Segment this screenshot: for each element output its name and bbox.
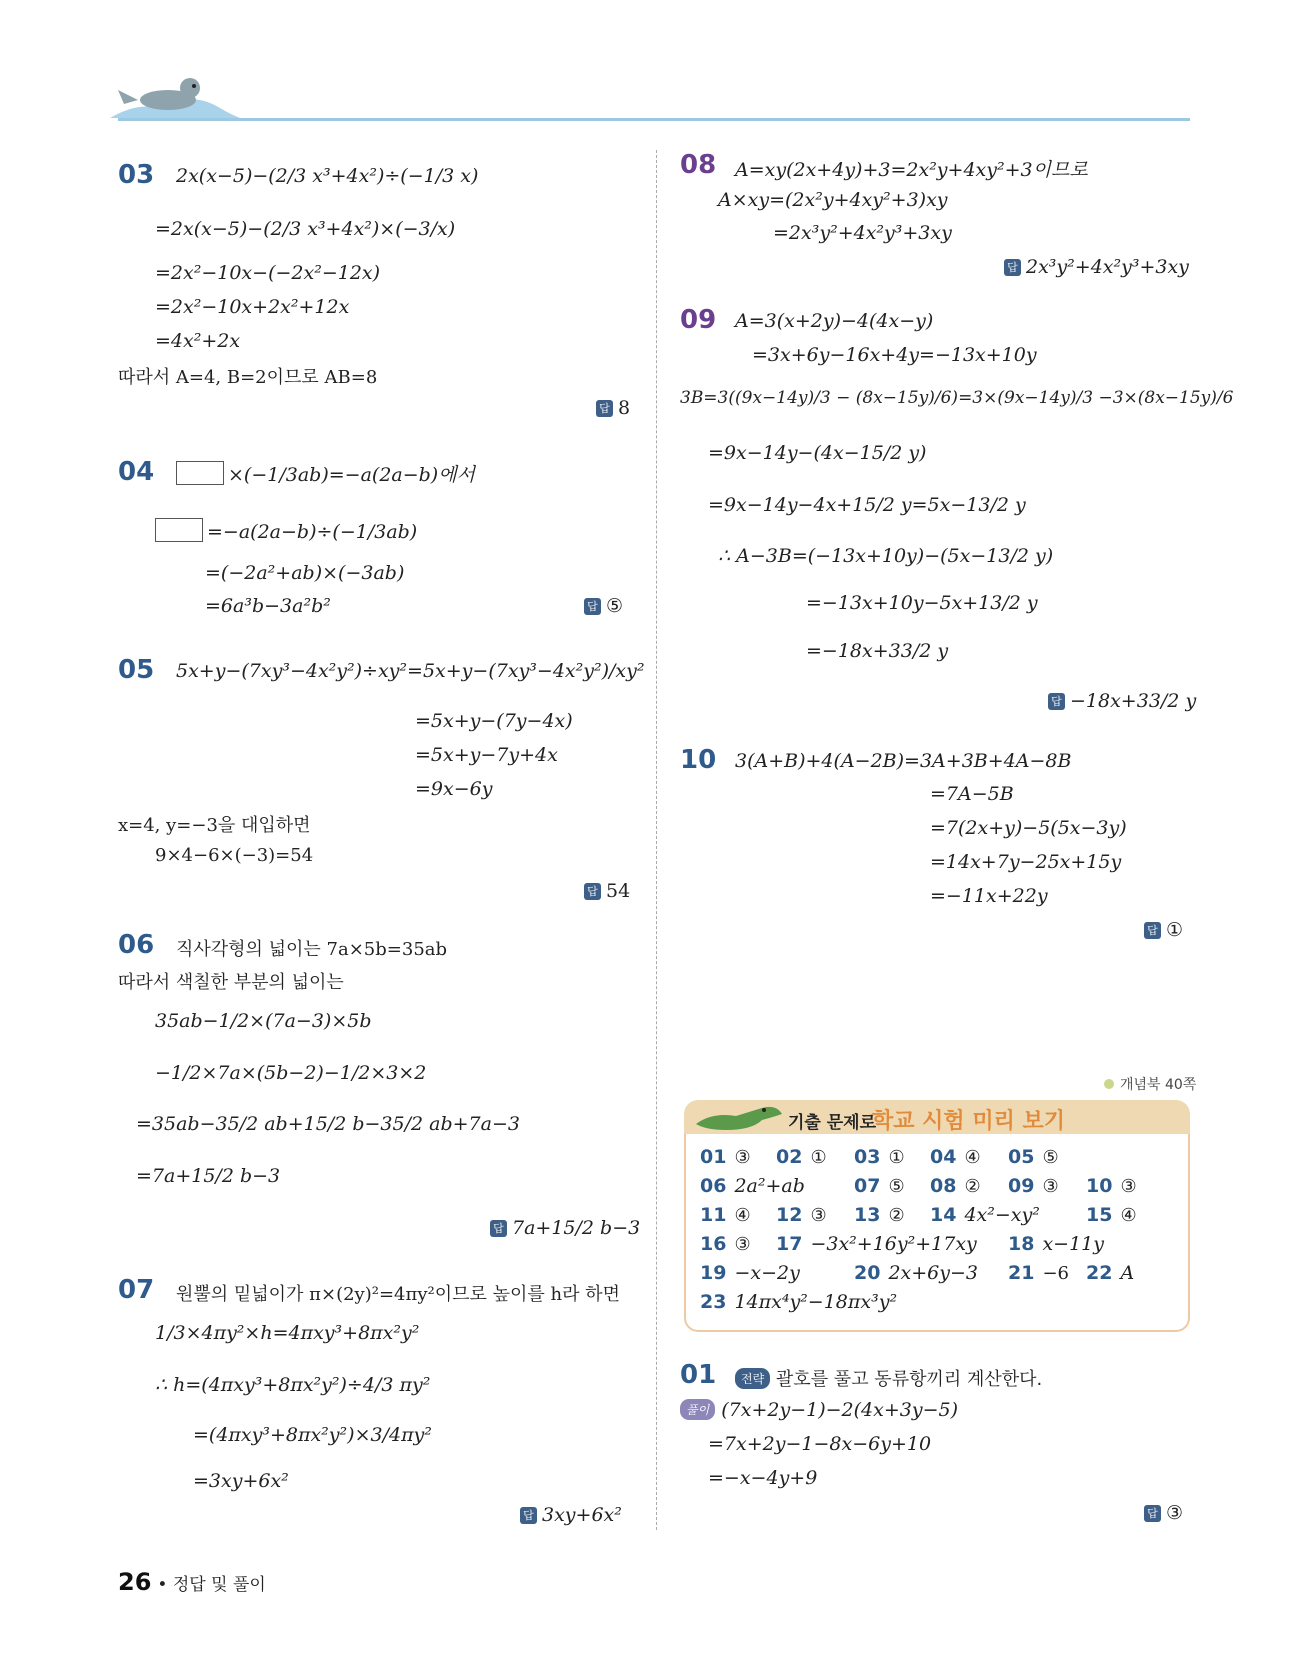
concept-book-reference	[1104, 1074, 1196, 1094]
answer-tag: 답	[596, 400, 613, 417]
answer-value: ①	[1166, 919, 1184, 941]
answer	[584, 880, 630, 902]
answer	[490, 1217, 640, 1239]
key-item: 02 ①	[776, 1146, 827, 1168]
math-line: =7(2x+y)−5(5x−3y)	[930, 817, 1127, 839]
key-item: 01 ③	[700, 1146, 751, 1168]
math-line: =9x−14y−4x+15/2 y=5x−13/2 y	[708, 494, 1026, 516]
math-line: =2x²−10x−(−2x²−12x)	[155, 262, 381, 284]
math-line: =2x³y²+4x²y³+3xy	[773, 222, 952, 244]
answer-tag: 답	[1144, 922, 1161, 939]
math-line: 1/3×4πy²×h=4πxy³+8πx²y²	[155, 1322, 420, 1344]
crocodile-icon	[692, 1094, 784, 1136]
key-item: 03 ①	[854, 1146, 905, 1168]
key-item: 22 A	[1086, 1262, 1135, 1284]
problem-number: 03	[118, 160, 155, 190]
key-item: 07 ⑤	[854, 1175, 905, 1197]
key-item: 18 x−11y	[1008, 1233, 1104, 1255]
answer	[596, 397, 630, 419]
math-line: =7x+2y−1−8x−6y+10	[708, 1433, 932, 1455]
problem-number: 07	[118, 1275, 155, 1305]
strategy-badge: 전략	[735, 1368, 770, 1389]
answer-tag: 답	[584, 883, 601, 900]
strategy-text: 괄호를 풀고 동류항끼리 계산한다.	[775, 1369, 1043, 1390]
answer-value: ⑤	[606, 595, 624, 617]
math-text: ×(−1/3ab)=−a(2a−b)에서	[228, 464, 475, 486]
math-line: =−x−4y+9	[708, 1467, 818, 1489]
banner-title: 기출 문제로	[788, 1113, 877, 1133]
problem-number: 09	[680, 305, 717, 335]
key-item: 10 ③	[1086, 1175, 1137, 1197]
math-line: =2x²−10x+2x²+12x	[155, 296, 350, 318]
key-item: 09 ③	[1008, 1175, 1059, 1197]
key-item: 06 2a²+ab	[700, 1175, 805, 1197]
math-line: −1/2×7a×(5b−2)−1/2×3×2	[155, 1062, 427, 1084]
math-text: (7x+2y−1)−2(4x+3y−5)	[721, 1399, 959, 1421]
math-line: =35ab−35/2 ab+15/2 b−35/2 ab+7a−3	[136, 1113, 520, 1135]
footer-label: • 정답 및 풀이	[157, 1575, 266, 1595]
math-line: 9×4−6×(−3)=54	[155, 845, 314, 866]
blank-box	[155, 518, 203, 542]
math-line: =7A−5B	[930, 783, 1014, 805]
answer	[520, 1504, 622, 1526]
column-divider	[656, 150, 657, 1530]
math-line: =−18x+33/2 y	[806, 640, 949, 662]
seal-mascot-icon	[110, 70, 240, 122]
problem-number: 08	[680, 150, 717, 180]
math-line: A=3(x+2y)−4(4x−y)	[735, 310, 934, 332]
answer-tag: 답	[584, 598, 601, 615]
math-line: =(−2a²+ab)×(−3ab)	[205, 562, 405, 584]
math-line: =7a+15/2 b−3	[136, 1165, 281, 1187]
problem-number: 04	[118, 457, 155, 487]
math-line: ∴ h=(4πxy³+8πx²y²)÷4/3 πy²	[155, 1374, 431, 1396]
key-item: 05 ⑤	[1008, 1146, 1059, 1168]
math-line: =9x−6y	[415, 778, 493, 800]
blank-box	[176, 461, 224, 485]
text-line: x=4, y=−3을 대입하면	[118, 815, 311, 836]
math-line: ∴ A−3B=(−13x+10y)−(5x−13/2 y)	[718, 545, 1054, 567]
answer	[1144, 919, 1183, 941]
answer-value: ③	[1166, 1502, 1184, 1524]
answer-value: −18x+33/2 y	[1070, 690, 1197, 712]
answer-value: 8	[618, 397, 631, 419]
page-footer	[118, 1568, 266, 1596]
page-number: 26	[118, 1568, 152, 1596]
math-text: =−a(2a−b)÷(−1/3ab)	[207, 521, 418, 543]
bullet-dot	[1104, 1079, 1114, 1089]
problem-number: 01	[680, 1360, 717, 1390]
math-line: =−11x+22y	[930, 885, 1048, 907]
math-line: 35ab−1/2×(7a−3)×5b	[155, 1010, 372, 1032]
key-item: 19 −x−2y	[700, 1262, 800, 1284]
math-line: =2x(x−5)−(2/3 x³+4x²)×(−3/x)	[155, 218, 456, 240]
text-line: 직사각형의 넓이는 7a×5b=35ab	[176, 939, 448, 960]
math-line: 5x+y−(7xy³−4x²y²)÷xy²=5x+y−(7xy³−4x²y²)/xy²	[176, 660, 645, 682]
solution-badge: 풀이	[680, 1399, 715, 1420]
strategy-line	[735, 1365, 1042, 1391]
math-line: =−13x+10y−5x+13/2 y	[806, 592, 1038, 614]
math-line: =(4πxy³+8πx²y²)×3/4πy²	[193, 1424, 432, 1446]
answer-value: 3xy+6x²	[542, 1504, 622, 1526]
key-item: 14 4x²−xy²	[930, 1204, 1040, 1226]
text-line: 따라서 색칠한 부분의 넓이는	[118, 972, 344, 993]
answer-value: 2x³y²+4x²y³+3xy	[1026, 256, 1189, 278]
math-line: 3(A+B)+4(A−2B)=3A+3B+4A−8B	[735, 750, 1072, 772]
answer	[1144, 1502, 1183, 1524]
exam-banner	[684, 1100, 1190, 1136]
answer-tag: 답	[1048, 693, 1065, 710]
math-line: =5x+y−(7y−4x)	[415, 710, 573, 732]
math-line: =4x²+2x	[155, 330, 241, 352]
answer-tag: 답	[490, 1220, 507, 1237]
text-line: 따라서 A=4, B=2이므로 AB=8	[118, 367, 378, 388]
math-line	[680, 1399, 958, 1421]
key-item: 16 ③	[700, 1233, 751, 1255]
banner-subtitle: 학교 시험 미리 보기	[872, 1109, 1065, 1134]
key-item: 21 −6	[1008, 1262, 1069, 1284]
math-line: A=xy(2x+4y)+3=2x²y+4xy²+3이므로	[735, 159, 1088, 181]
problem-number: 05	[118, 655, 155, 685]
key-item: 20 2x+6y−3	[854, 1262, 979, 1284]
math-line: =14x+7y−25x+15y	[930, 851, 1122, 873]
answer-tag: 답	[1144, 1505, 1161, 1522]
answer-tag: 답	[520, 1507, 537, 1524]
math-line: =5x+y−7y+4x	[415, 744, 558, 766]
key-item: 23 14πx⁴y²−18πx³y²	[700, 1291, 898, 1313]
answer-value: 54	[606, 880, 631, 902]
answer	[1004, 256, 1189, 278]
problem-number: 06	[118, 930, 155, 960]
header-rule	[118, 118, 1190, 121]
text-line: 원뿔의 밑넓이가 π×(2y)²=4πy²이므로 높이를 h라 하면	[176, 1284, 620, 1305]
key-item: 12 ③	[776, 1204, 827, 1226]
math-line: =3x+6y−16x+4y=−13x+10y	[752, 344, 1037, 366]
answer-tag: 답	[1004, 259, 1021, 276]
math-line: A×xy=(2x²y+4xy²+3)xy	[718, 189, 948, 211]
key-item: 17 −3x²+16y²+17xy	[776, 1233, 977, 1255]
answer-value: 7a+15/2 b−3	[512, 1217, 641, 1239]
math-line: =3xy+6x²	[193, 1470, 289, 1492]
key-item: 15 ④	[1086, 1204, 1137, 1226]
answer	[1048, 690, 1196, 712]
key-item: 04 ④	[930, 1146, 981, 1168]
key-item: 08 ②	[930, 1175, 981, 1197]
key-item: 11 ④	[700, 1204, 751, 1226]
math-line: 3B=3((9x−14y)/3 − (8x−15y)/6)=3×(9x−14y)/3 −3×(8x−15y)/6	[680, 388, 1234, 408]
math-line	[176, 460, 475, 487]
problem-number: 10	[680, 745, 717, 775]
math-line: =6a³b−3a²b²	[205, 595, 331, 617]
math-line	[155, 518, 417, 543]
math-line: 2x(x−5)−(2/3 x³+4x²)÷(−1/3 x)	[176, 165, 479, 187]
reference-text: 개념북 40쪽	[1120, 1077, 1197, 1093]
answer	[584, 595, 623, 617]
key-item: 13 ②	[854, 1204, 905, 1226]
math-line: =9x−14y−(4x−15/2 y)	[708, 442, 927, 464]
